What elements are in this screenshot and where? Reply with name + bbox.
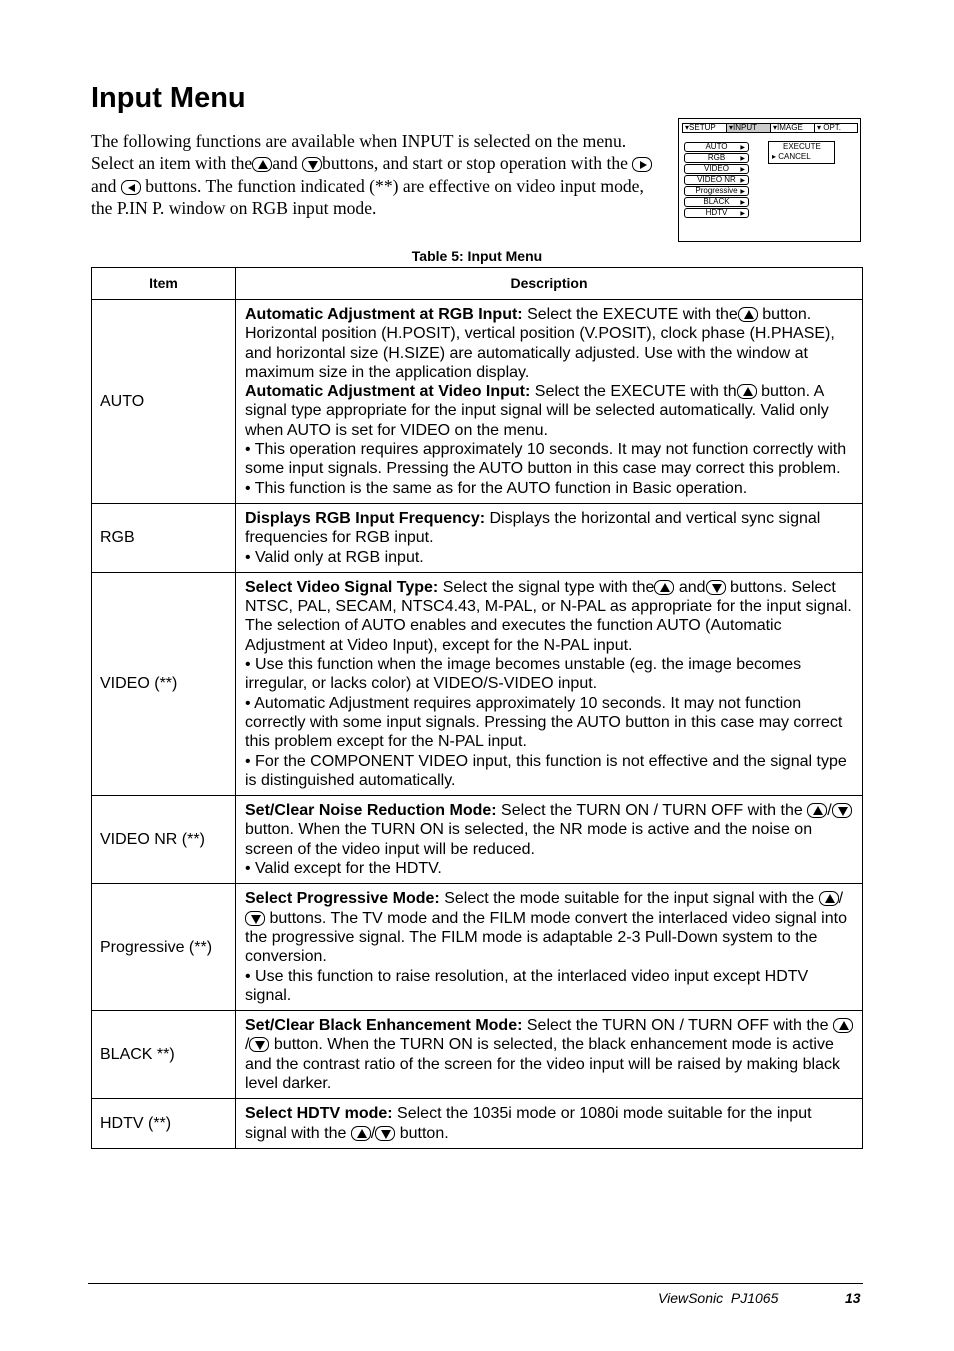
input-menu-thumbnail bbox=[678, 118, 861, 242]
row-description: Automatic Adjustment at RGB Input: Select the EXECUTE with the button. Horizontal position (H.POSIT), vertical position (V.POSIT), clock phase (H.PHASE), and horizontal size (H.SIZE) are automatically adjusted. Use with the window at maximum size in the application display. Automatic Adjustment at Video Input: Select the EXECUTE with th button. A signal type appropriate for the input signal will be selected automatically. Valid only when AUTO is set for VIDEO on the menu. • This operation requires approximately 10 seconds. It may not function correctly with some input signals. Pressing the AUTO button in this case may correct this problem. • This function is the same as for the AUTO function in Basic operation. bbox=[236, 300, 863, 504]
menu-item-auto: AUTO ▶ bbox=[684, 142, 749, 152]
menu-item-black: BLACK ▶ bbox=[684, 197, 749, 207]
up-arrow-button-icon bbox=[738, 307, 758, 322]
menu-item-progressive: Progressive ▶ bbox=[684, 186, 749, 196]
up-arrow-button-icon bbox=[819, 891, 839, 906]
row-item: VIDEO NR (**) bbox=[92, 796, 236, 884]
table-row bbox=[92, 796, 863, 884]
row-item: HDTV (**) bbox=[92, 1099, 236, 1149]
up-arrow-button-icon bbox=[252, 157, 272, 172]
row-description: Set/Clear Noise Reduction Mode: Select the TURN ON / TURN OFF with the / button. When the TURN ON is selected, the NR mode is active and the noise on screen of the video input will be reduced. • Valid except for the HDTV. bbox=[236, 796, 863, 884]
table-row bbox=[92, 300, 863, 504]
page-title: Input Menu bbox=[91, 82, 246, 114]
header-description: Description bbox=[236, 268, 863, 300]
menu-item-video-nr: VIDEO NR ▶ bbox=[684, 175, 749, 185]
intro-paragraph: The following functions are available when INPUT is selected on the menu. Select an item with the and buttons, and start or stop operation with the and buttons. The function indicated (**) are effective on video input mode, the P.IN P. window on RGB input mode. bbox=[91, 130, 666, 219]
down-arrow-button-icon bbox=[706, 580, 726, 595]
down-arrow-button-icon bbox=[302, 157, 322, 172]
table-row bbox=[92, 503, 863, 572]
row-item: RGB bbox=[92, 503, 236, 572]
right-arrow-button-icon bbox=[632, 157, 652, 172]
footer-divider bbox=[88, 1283, 863, 1284]
down-arrow-button-icon bbox=[375, 1126, 395, 1141]
page-number: 13 bbox=[845, 1290, 861, 1306]
menu-submenu-box bbox=[768, 141, 835, 164]
up-arrow-button-icon bbox=[807, 803, 827, 818]
table-row bbox=[92, 572, 863, 795]
row-description: Set/Clear Black Enhancement Mode: Select the TURN ON / TURN OFF with the / button. When the TURN ON is selected, the black enhancement mode is active and the contrast ratio of the screen for the video input will be raised by making black level darker. bbox=[236, 1011, 863, 1099]
menu-tab-image: ▾IMAGE bbox=[770, 123, 815, 133]
down-arrow-button-icon bbox=[832, 803, 852, 818]
menu-item-video: VIDEO ▶ bbox=[684, 164, 749, 174]
row-item: BLACK **) bbox=[92, 1011, 236, 1099]
menu-sub-cancel: ▸ CANCEL bbox=[772, 152, 811, 161]
menu-tab-setup: ▾SETUP bbox=[682, 123, 727, 133]
input-menu-table bbox=[91, 267, 863, 1149]
up-arrow-button-icon bbox=[737, 384, 757, 399]
row-description: Select HDTV mode: Select the 1035i mode or 1080i mode suitable for the input signal with the / button. bbox=[236, 1099, 863, 1149]
down-arrow-button-icon bbox=[249, 1037, 269, 1052]
up-arrow-button-icon bbox=[654, 580, 674, 595]
header-item: Item bbox=[92, 268, 236, 300]
down-arrow-button-icon bbox=[245, 911, 265, 926]
menu-tab-input: ▾INPUT bbox=[726, 123, 771, 133]
row-item: AUTO bbox=[92, 300, 236, 504]
row-description: Select Progressive Mode: Select the mode suitable for the input signal with the / buttons. The TV mode and the FILM mode convert the interlaced video signal into the progressive signal. The FILM mode is adaptable 2-3 Pull-Down system to the conversion. • Use this function to raise resolution, at the interlaced video input except HDTV signal. bbox=[236, 884, 863, 1011]
menu-sub-execute: EXECUTE bbox=[783, 142, 821, 151]
row-item: VIDEO (**) bbox=[92, 572, 236, 795]
row-description: Displays RGB Input Frequency: Displays the horizontal and vertical sync signal frequencies for RGB input. • Valid only at RGB input. bbox=[236, 503, 863, 572]
table-row bbox=[92, 1011, 863, 1099]
up-arrow-button-icon bbox=[833, 1018, 853, 1033]
menu-tab-opt: ▾ OPT. bbox=[814, 123, 858, 133]
table-caption: Table 5: Input Menu bbox=[411, 248, 543, 264]
left-arrow-button-icon bbox=[121, 180, 141, 195]
table-row bbox=[92, 1099, 863, 1149]
table-header-row bbox=[92, 268, 863, 300]
menu-item-rgb: RGB ▶ bbox=[684, 153, 749, 163]
row-description: Select Video Signal Type: Select the signal type with the and buttons. Select NTSC, PAL, SECAM, NTSC4.43, M-PAL, or N-PAL as appropriate for the input signal. The selection of AUTO enables and executes the function AUTO (Automatic Adjustment at Video Input), except for the N-PAL input. • Use this function when the image becomes unstable (eg. the image becomes irregular, or lacks color) at VIDEO/S-VIDEO input. • Automatic Adjustment requires approximately 10 seconds. It may not function correctly with some input signals. Pressing the AUTO button in this case may correct this problem except for the N-PAL input. • For the COMPONENT VIDEO input, this function is not effective and the signal type is distinguished automatically. bbox=[236, 572, 863, 795]
footer-brand: ViewSonic PJ1065 bbox=[658, 1290, 779, 1306]
table-row bbox=[92, 884, 863, 1011]
row-item: Progressive (**) bbox=[92, 884, 236, 1011]
up-arrow-button-icon bbox=[351, 1126, 371, 1141]
menu-item-hdtv: HDTV ▶ bbox=[684, 208, 749, 218]
